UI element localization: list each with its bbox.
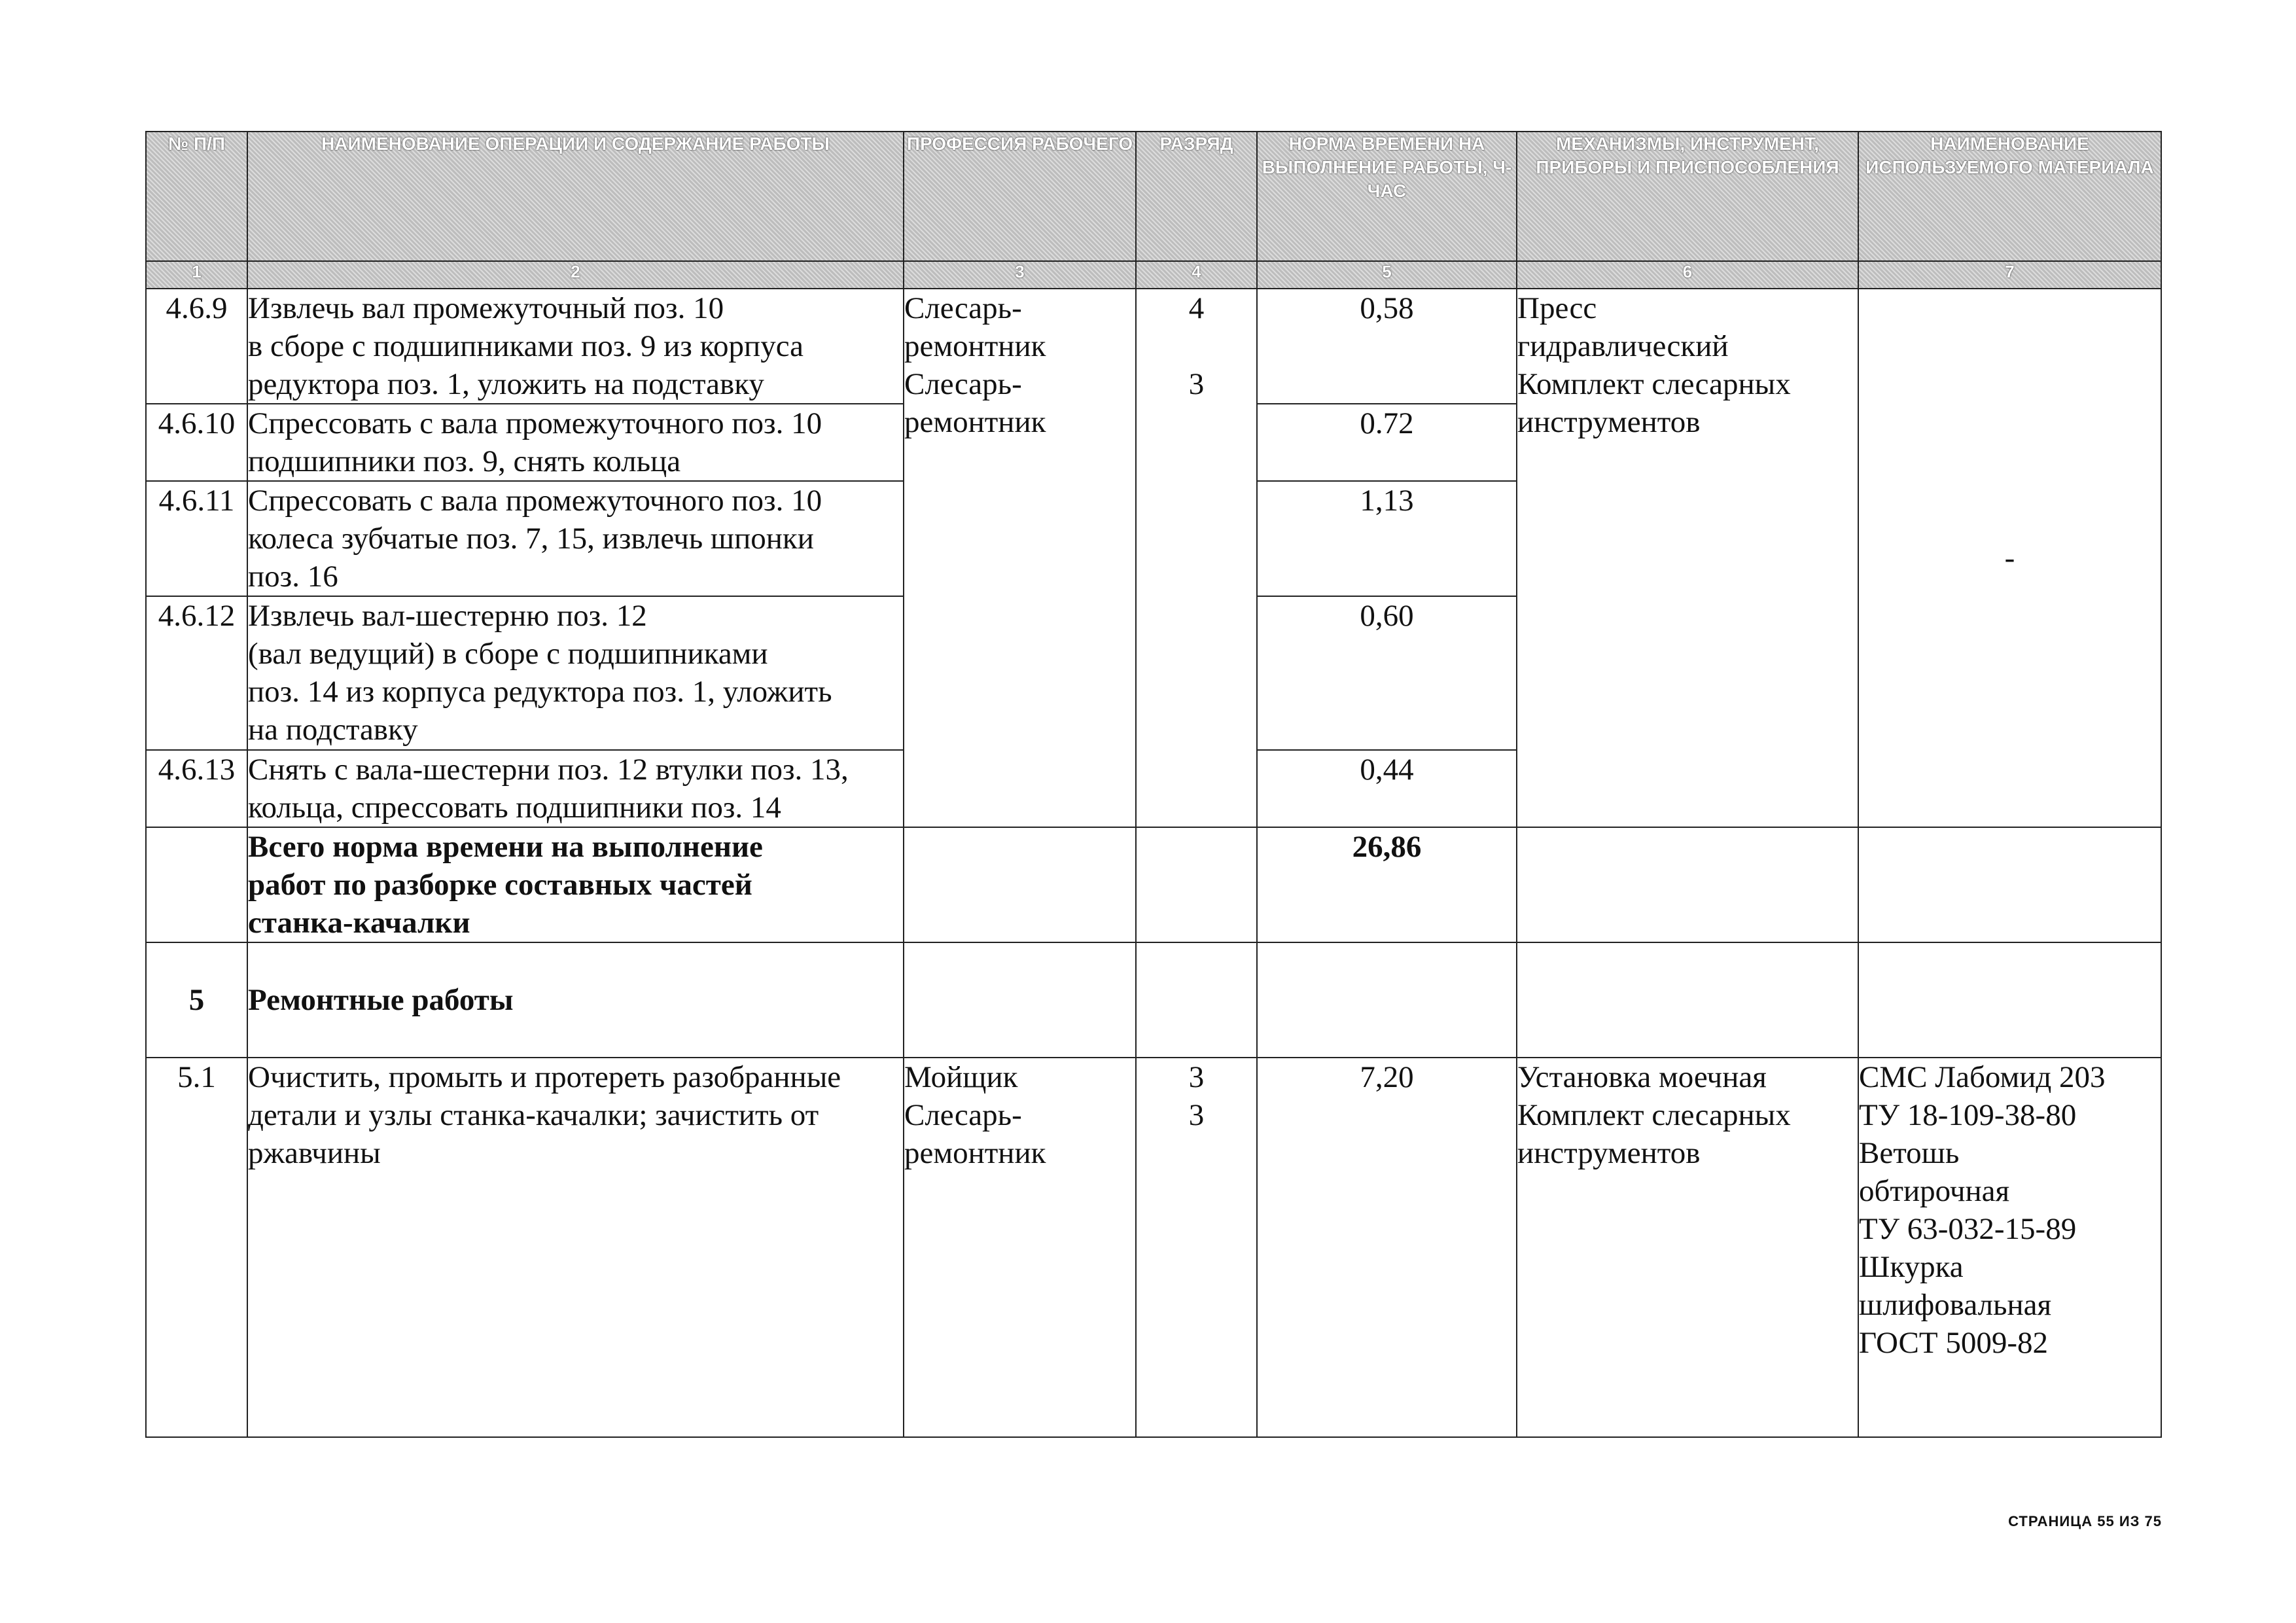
section-row	[146, 942, 2161, 1058]
material-line: Шкурка	[1859, 1250, 1964, 1284]
mechanism-line: инструментов	[1517, 1136, 1701, 1170]
operation-line: (вал ведущий) в сборе с подшипниками	[248, 637, 768, 671]
material-line: СМС Лабомид 203	[1859, 1060, 2106, 1094]
row-number: 4.6.10	[146, 404, 247, 481]
operation-line: в сборе с подшипниками поз. 9 из корпуса	[248, 329, 804, 363]
profession-line: Слесарь-	[904, 1098, 1022, 1132]
row-operation	[247, 289, 904, 404]
group-material: -	[1858, 289, 2161, 827]
header-norm: НОРМА ВРЕМЕНИ НА ВЫПОЛНЕНИЕ РАБОТЫ, Ч-ЧАС	[1257, 132, 1517, 261]
row-norm: 1,13	[1257, 481, 1517, 596]
material-line: Ветошь	[1859, 1136, 1960, 1170]
operation-line: детали и узлы станка-качалки; зачистить от	[248, 1098, 819, 1132]
total-label-line: станка-качалки	[248, 906, 470, 940]
column-number: 3	[904, 261, 1136, 289]
operation-line: на подставку	[248, 713, 418, 747]
column-number-row	[146, 261, 2161, 289]
operation-line: Очистить, промыть и протереть разобранные	[248, 1060, 841, 1094]
material-line: обтирочная	[1859, 1174, 2010, 1208]
header-material: НАИМЕНОВАНИЕ ИСПОЛЬЗУЕМОГО МАТЕРИАЛА	[1858, 132, 2161, 261]
profession-line: Мойщик	[904, 1060, 1018, 1094]
header-operation: НАИМЕНОВАНИЕ ОПЕРАЦИИ И СОДЕРЖАНИЕ РАБОТЫ	[247, 132, 904, 261]
operation-line: Извлечь вал промежуточный поз. 10	[248, 291, 724, 325]
row-number: 4.6.13	[146, 750, 247, 827]
total-norm: 26,86	[1257, 827, 1517, 942]
table-row	[146, 1058, 2161, 1437]
total-profession	[904, 827, 1136, 942]
mechanism-line: Комплект слесарных	[1517, 367, 1791, 401]
row-norm: 0,44	[1257, 750, 1517, 827]
rank-line	[1137, 327, 1256, 365]
row-number: 5.1	[146, 1058, 247, 1437]
table-row	[146, 289, 2161, 404]
column-number: 4	[1136, 261, 1257, 289]
row-norm: 0,60	[1257, 596, 1517, 750]
total-mechanisms	[1517, 827, 1858, 942]
material-line: ТУ 18-109-38-80	[1859, 1098, 2077, 1132]
operation-line: подшипники поз. 9, снять кольца	[248, 444, 681, 478]
page-footer: СТРАНИЦА 55 ИЗ 75	[2008, 1513, 2162, 1529]
mechanism-line: Установка моечная	[1517, 1060, 1767, 1094]
material-line: шлифовальная	[1859, 1288, 2052, 1322]
column-number: 7	[1858, 261, 2161, 289]
operation-line: Извлечь вал-шестерню поз. 12	[248, 599, 647, 633]
rank-line: 4	[1188, 291, 1205, 325]
section-number: 5	[146, 942, 247, 1058]
mechanism-line: Комплект слесарных	[1517, 1098, 1791, 1132]
header-num: № П/П	[146, 132, 247, 261]
section-material	[1858, 942, 2161, 1058]
rank-line: 3	[1188, 1060, 1205, 1094]
row-number: 4.6.12	[146, 596, 247, 750]
operation-line: колеса зубчатые поз. 7, 15, извлечь шпонки	[248, 522, 814, 556]
total-rank	[1136, 827, 1257, 942]
group-mechanisms	[1517, 289, 1858, 827]
header-profession: ПРОФЕССИЯ РАБОЧЕГО	[904, 132, 1136, 261]
mechanism-line: гидравлический	[1517, 329, 1729, 363]
row-operation	[247, 596, 904, 750]
total-label	[247, 827, 904, 942]
total-material	[1858, 827, 2161, 942]
row-operation	[247, 481, 904, 596]
operation-line: Спрессовать с вала промежуточного поз. 10	[248, 406, 822, 440]
section-rank	[1136, 942, 1257, 1058]
row-number: 4.6.9	[146, 289, 247, 404]
column-number: 5	[1257, 261, 1517, 289]
profession-line: Слесарь-	[904, 367, 1022, 401]
row-operation	[247, 404, 904, 481]
section-mechanisms	[1517, 942, 1858, 1058]
group-rank	[1136, 289, 1257, 827]
total-row	[146, 827, 2161, 942]
operation-line: поз. 14 из корпуса редуктора поз. 1, уложить	[248, 675, 832, 709]
group-profession	[904, 289, 1136, 827]
material-line: ТУ 63-032-15-89	[1859, 1212, 2077, 1246]
profession-line: ремонтник	[904, 329, 1046, 363]
operation-line: кольца, спрессовать подшипники поз. 14	[248, 791, 781, 825]
profession-line: ремонтник	[904, 405, 1046, 439]
section-profession	[904, 942, 1136, 1058]
header-rank: РАЗРЯД	[1136, 132, 1257, 261]
header-mechanisms: МЕХАНИЗМЫ, ИНСТРУМЕНТ, ПРИБОРЫ И ПРИСПОСОБЛЕНИЯ	[1517, 132, 1858, 261]
section-title: Ремонтные работы	[247, 942, 904, 1058]
row-number: 4.6.11	[146, 481, 247, 596]
operation-line: редуктора поз. 1, уложить на подставку	[248, 367, 764, 401]
operation-line: ржавчины	[248, 1136, 381, 1170]
column-number: 2	[247, 261, 904, 289]
total-label-line: Всего норма времени на выполнение	[248, 830, 763, 864]
row-norm: 7,20	[1257, 1058, 1517, 1437]
row-operation	[247, 1058, 904, 1437]
row-rank	[1136, 1058, 1257, 1437]
mechanism-line: инструментов	[1517, 405, 1701, 439]
rank-line: 3	[1188, 1098, 1205, 1132]
operation-line: Спрессовать с вала промежуточного поз. 10	[248, 484, 822, 518]
operations-table	[145, 131, 2162, 1438]
column-number: 1	[146, 261, 247, 289]
profession-line: ремонтник	[904, 1136, 1046, 1170]
total-label-line: работ по разборке составных частей	[248, 868, 752, 902]
row-norm: 0,58	[1257, 289, 1517, 404]
total-num	[146, 827, 247, 942]
row-norm: 0.72	[1257, 404, 1517, 481]
operation-line: поз. 16	[248, 560, 338, 594]
rank-line: 3	[1188, 367, 1205, 401]
row-material	[1858, 1058, 2161, 1437]
row-profession	[904, 1058, 1136, 1437]
row-operation	[247, 750, 904, 827]
section-norm	[1257, 942, 1517, 1058]
material-line: ГОСТ 5009-82	[1859, 1326, 2048, 1360]
row-mechanisms	[1517, 1058, 1858, 1437]
header-row	[146, 132, 2161, 261]
profession-line: Слесарь-	[904, 291, 1022, 325]
column-number: 6	[1517, 261, 1858, 289]
mechanism-line: Пресс	[1517, 291, 1597, 325]
operation-line: Снять с вала-шестерни поз. 12 втулки поз. 13,	[248, 753, 849, 787]
